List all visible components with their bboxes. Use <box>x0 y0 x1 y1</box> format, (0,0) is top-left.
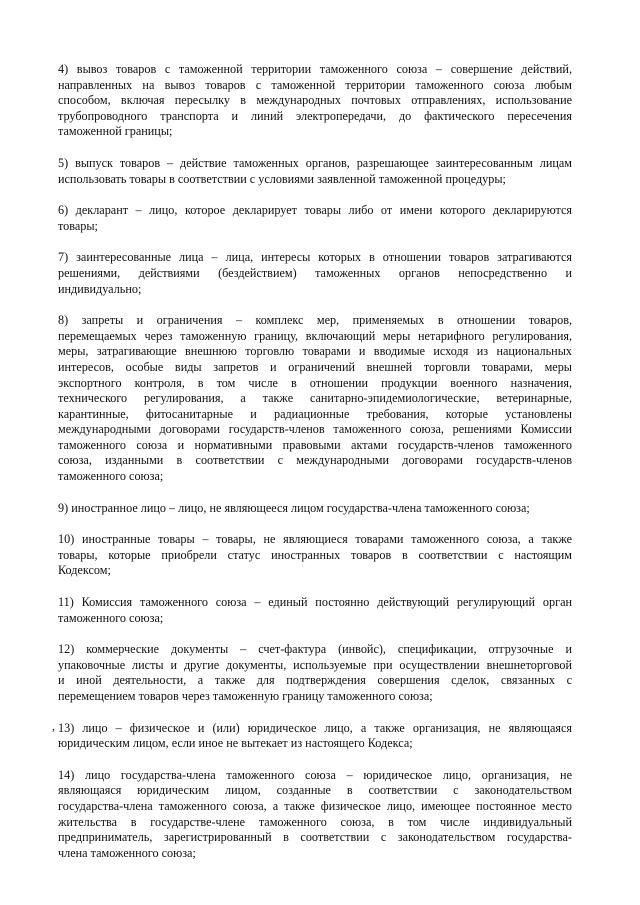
paragraph-p9 <box>58 501 572 517</box>
text-line: 9) иностранное лицо – лицо, не являющееся лицом государства-члена таможенного союза; <box>58 500 530 515</box>
text-line: технического регулирования, а также санитарно-эпидемиологические, ветеринарные, <box>58 391 572 406</box>
text-line: 12) коммерческие документы – счет-фактура (инвойс), спецификации, отгрузочные и <box>58 642 572 657</box>
text-line: 14) лицо государства-члена таможенного союза – юридическое лицо, организация, не <box>58 767 572 782</box>
text-line: направленных на вывоз товаров с таможенной территории таможенного союза любым <box>58 77 572 92</box>
text-line: являющаяся юридическим лицом, созданные в соответствии с законодательством <box>58 783 572 798</box>
text-line: таможенного союза; <box>58 469 164 484</box>
text-line: и иной деятельности, а также для подтверждения совершения сделок, связанных с <box>58 673 572 688</box>
text-line: использовать товары в соответствии с условиями заявленной таможенной процедуры; <box>58 171 506 186</box>
text-line: 13) лицо – физическое и (или) юридическое лицо, а также организация, не являющаяся <box>58 720 572 735</box>
margin-mark: , <box>52 719 55 733</box>
text-line: 4) вывоз товаров с таможенной территории таможенного союза – совершение действий, <box>58 62 572 76</box>
text-line: карантинные, фитосанитарные и радиационные требования, которые установлены <box>58 406 572 421</box>
document-body <box>58 62 572 877</box>
paragraph-p11 <box>58 595 572 626</box>
paragraph-p8 <box>58 313 572 485</box>
text-line: 11) Комиссия таможенного союза – единый постоянно действующий регулирующий орган <box>58 595 572 610</box>
text-line: перемещаемых через таможенную границу, включающий меры нетарифного регулирования, <box>58 328 572 343</box>
text-line: трубопроводного транспорта и линий электропередачи, до фактического пересечения <box>58 108 572 123</box>
text-line: способом, включая пересылку в международных почтовых отправлениях, использование <box>58 93 572 108</box>
text-line: государства-члена таможенного союза, а также физическое лицо, имеющее постоянное место <box>58 798 572 813</box>
paragraph-p12 <box>58 642 572 704</box>
text-line: союза, изданными в соответствии с международными договорами государств-членов <box>58 453 572 468</box>
text-line: упаковочные листы и другие документы, используемые при осуществлении внешнеторговой <box>58 657 572 672</box>
text-line: таможенного союза и нормативными правовыми актами государств-членов таможенного <box>58 437 572 452</box>
text-line: 7) заинтересованные лица – лица, интересы которых в отношении товаров затрагиваются <box>58 250 572 265</box>
text-line: интересов, особые виды запретов и ограничений внешней торговли товарами, меры <box>58 359 572 374</box>
text-line: перемещением товаров через таможенную границу таможенного союза; <box>58 689 433 703</box>
paragraph-p10 <box>58 532 572 579</box>
text-line: 10) иностранные товары – товары, не являющиеся товарами таможенного союза, а также <box>58 532 572 547</box>
text-line: 6) декларант – лицо, которое декларирует товары либо от имени которого декларируются <box>58 203 572 218</box>
paragraph-p6 <box>58 203 572 234</box>
text-line: 5) выпуск товаров – действие таможенных органов, разрешающее заинтересованным лицам <box>58 155 572 170</box>
paragraph-p14 <box>58 768 572 862</box>
text-line: товары, которые приобрели статус иностранных товаров в соответствии с настоящим <box>58 547 572 562</box>
text-line: предприниматель, зарегистрированный в соответствии с законодательством государства- <box>58 830 572 845</box>
text-line: решениями, действиями (бездействием) таможенных органов непосредственно и <box>58 265 572 280</box>
paragraph-p4 <box>58 62 572 140</box>
text-line: товары; <box>58 218 98 233</box>
text-line: экспортного контроля, в том числе в отношении продукции военного назначения, <box>58 375 572 390</box>
text-line: международными договорами государств-членов таможенного союза, решениями Комиссии <box>58 422 572 437</box>
paragraph-p7 <box>58 250 572 297</box>
text-line: таможенного союза; <box>58 610 164 625</box>
text-line: юридическим лицом, если иное не вытекает из настоящего Кодекса; <box>58 736 413 751</box>
text-line: жительства в государстве-члене таможенного союза, в том числе индивидуальный <box>58 814 572 829</box>
paragraph-p13 <box>58 721 572 752</box>
text-line: индивидуально; <box>58 281 142 296</box>
text-line: 8) запреты и ограничения – комплекс мер, применяемых в отношении товаров, <box>58 313 572 328</box>
text-line: таможенной границы; <box>58 124 173 139</box>
paragraph-p5 <box>58 156 572 187</box>
text-line: Кодексом; <box>58 563 111 578</box>
text-line: меры, затрагивающие внешнюю торговлю товарами и вводимые исходя из национальных <box>58 344 572 359</box>
text-line: члена таможенного союза; <box>58 845 196 860</box>
